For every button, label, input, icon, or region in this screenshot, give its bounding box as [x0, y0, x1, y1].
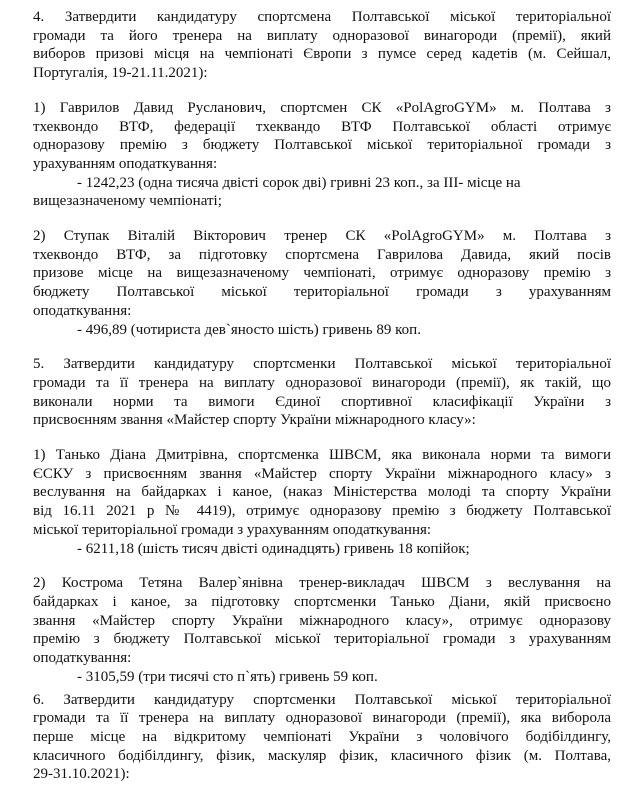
text-line: Португалія, 19-21.11.2021):: [33, 65, 208, 82]
text-line: 1) Гаврилов Давид Русланович, спортсмен СК «PolAgroGYM» м. Полтава з: [33, 99, 611, 116]
text-line: міської територіальної громади з урахуванням оподаткування:: [33, 521, 432, 538]
text-line: вищезазначеному чемпіонаті;: [33, 193, 222, 210]
section-6-intro: [33, 691, 611, 785]
text-line: від 16.11 2021 р № 4419), отримує одноразову премію з бюджету Полтавської: [33, 503, 611, 520]
text-line: присвоєнням звання «Майстер спорту України міжнародного класу»:: [33, 412, 476, 429]
section-4-intro: [33, 8, 611, 83]
text-line: одноразову премію з бюджету Полтавської міської територіальної громади з: [33, 137, 611, 154]
text-line: 4. Затвердити кандидатуру спортсмена Полтавської міської територіальної: [33, 9, 611, 25]
text-line: тхеквондо ВТФ, федерації тхеквандо ВТФ Полтавської області отримує: [33, 118, 611, 135]
text-line: 2) Ступак Віталій Вікторович тренер СК «PolAgroGYM» м. Полтава з: [33, 228, 611, 245]
text-line: урахуванням оподаткування:: [33, 155, 218, 172]
text-line: веслування на байдарках і каное, (наказ Міністерства молоді та спорту України: [33, 484, 611, 501]
text-line: призове місце на вищезазначеному чемпіонаті, отримує одноразову премію з: [33, 265, 611, 282]
payment-amount: - 3105,59 (три тисячі сто п`ять) гривень 59 коп.: [77, 668, 378, 685]
text-line: тхеквондо ВТФ, за підготовку спортсмена Гаврилова Давида, який посів: [33, 246, 611, 263]
text-line: 29-31.10.2021):: [33, 766, 130, 783]
text-line: 6. Затвердити кандидатуру спортсменки Полтавської міської територіальної: [33, 691, 611, 708]
document-page: [33, 8, 611, 800]
text-line: ЄСКУ з присвоєнням звання «Майстер спорту України міжнародного класу» з: [33, 465, 611, 482]
text-line: звання «Майстер спорту України міжнародного класу», отримує одноразову: [33, 612, 611, 629]
section-4-item-2: [33, 227, 611, 339]
text-line: перше місце на відкритому чемпіонаті України з чоловічого бодібілдингу,: [33, 728, 611, 745]
text-line: бюджету Полтавської міської територіальної громади з урахуванням: [33, 284, 611, 301]
payment-amount: - 496,89 (чотириста дев`яносто шість) гривень 89 коп.: [77, 321, 421, 338]
text-line: оподаткування:: [33, 650, 132, 667]
text-line: виборов призові місця на чемпіонаті Європи з пумсе серед кадетів (м. Сейшал,: [33, 46, 611, 63]
section-5-intro: [33, 355, 611, 430]
text-line: 1) Танько Діана Дмитрівна, спортсменка ШВСМ, яка виконала норми та вимоги: [33, 447, 611, 464]
section-4-item-1: [33, 99, 611, 211]
text-line: класичного бодібілдингу, фізик, маскуляр фізик, класичного фізик (м. Полтава,: [33, 747, 611, 764]
section-5-item-2: [33, 574, 611, 686]
text-line: оподаткування:: [33, 302, 132, 319]
section-5-item-1: [33, 446, 611, 558]
text-line: громади та її тренера на виплату одноразової винагороди (премії), як такій, що: [33, 374, 611, 391]
text-line: громади та її тренера на виплату одноразової винагороди (премії), яка виборола: [33, 710, 611, 727]
text-line: виконали норми та вимоги Єдиної спортивної класифікації України з: [33, 393, 611, 410]
text-line: громади та його тренера на виплату одноразової винагороди (премії), який: [33, 27, 611, 44]
payment-amount: - 6211,18 (шість тисяч двісті одинадцять) гривень 18 копійок;: [77, 540, 470, 557]
text-line: 2) Кострома Тетяна Валер`янівна тренер-викладач ШВСМ з веслування на: [33, 575, 611, 592]
text-line: байдарках і каное, за підготовку спортсменки Танько Діани, якій присвоєно: [33, 593, 611, 610]
text-line: премію з бюджету Полтавської міської територіальної громади з урахуванням: [33, 631, 611, 648]
text-line: 5. Затвердити кандидатуру спортсменки Полтавської міської територіальної: [33, 356, 611, 373]
payment-amount: - 1242,23 (одна тисяча двісті сорок дві) гривні 23 коп., за ІІІ- місце на: [77, 174, 521, 191]
